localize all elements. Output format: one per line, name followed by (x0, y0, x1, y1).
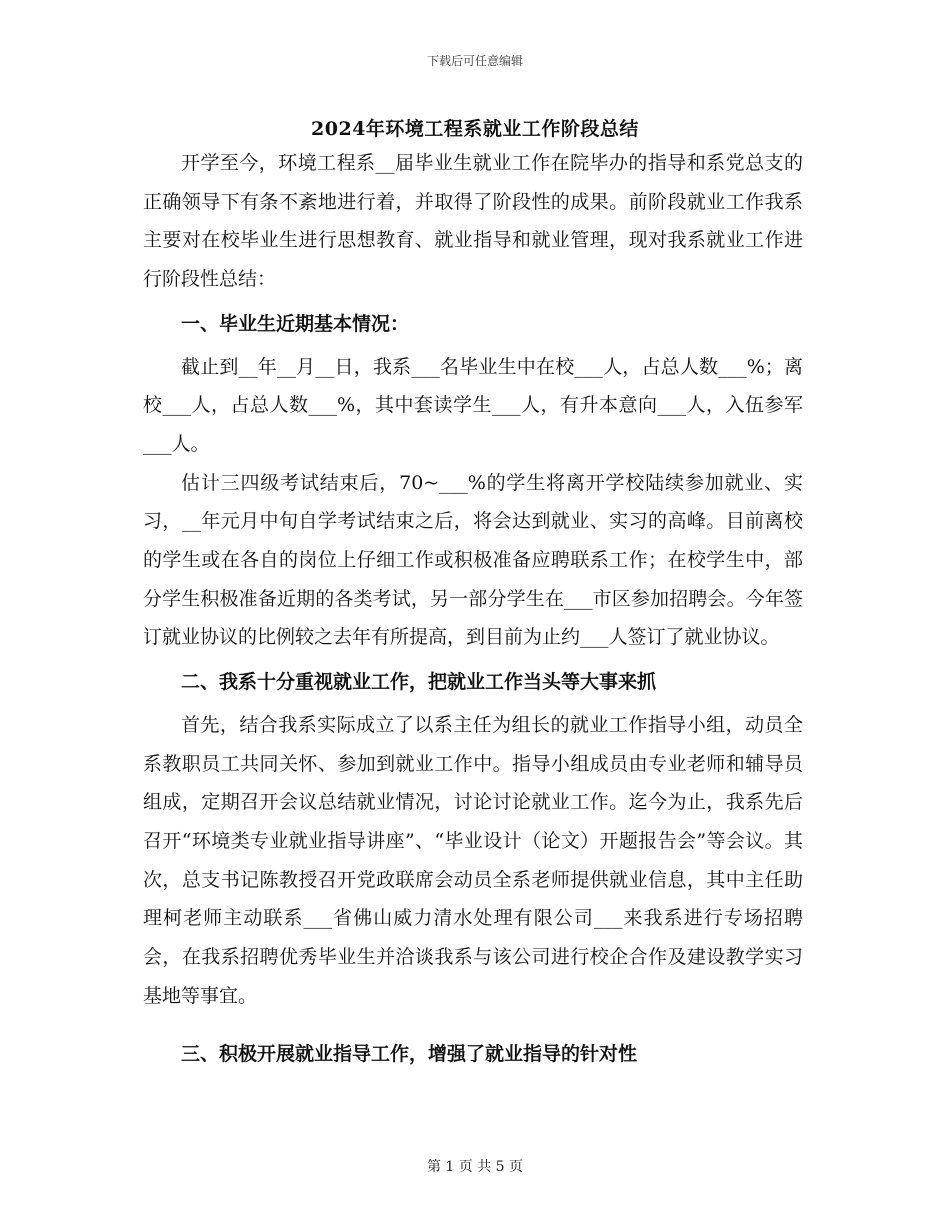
section-3-heading: 三、积极开展就业指导工作，增强了就业指导的针对性 (181, 1043, 638, 1066)
header-note: 下载后可任意编辑 (426, 54, 523, 68)
document-body (143, 144, 803, 1074)
section-1-paragraph-2: 估计三四级考试结束后，70~___%的学生将离开学校陆续参加就业、实习，__年元月中旬自学考试结束之后，将会达到就业、实习的高峰。目前离校的学生或在各自的岗位上仔细工作或积极准备应聘联系工作；在校学生中，部分学生积极准备近期的各类考试，另一部分学生在___市区参加招聘会。今年签订就业协议的比例较之去年有所提高，到目前为止约___人签订了就业协议。 (143, 471, 803, 649)
intro-paragraph: 开学至今，环境工程系__届毕业生就业工作在院毕办的指导和系党总支的正确领导下有条不紊地进行着，并取得了阶段性的成果。前阶段就业工作我系主要对在校毕业生进行思想教育、就业指导和就业管理，现对我系就业工作进行阶段性总结： (143, 152, 803, 291)
document-title: 2024年环境工程系就业工作阶段总结 (311, 118, 639, 140)
section-2-heading: 二、我系十分重视就业工作，把就业工作当头等大事来抓 (181, 671, 657, 694)
section-1-paragraph-1: 截止到__年__月__日，我系___名毕业生中在校___人，占总人数___%；离校___人，占总人数___%，其中套读学生___人，有升本意向___人，入伍参军___人。 (143, 355, 803, 455)
section-2-paragraph-1: 首先，结合我系实际成立了以系主任为组长的就业工作指导小组，动员全系教职员工共同关怀、参加到就业工作中。指导小组成员由专业老师和辅导员组成，定期召开会议总结就业情况，讨论讨论就业工作。迄今为止，我系先后召开“环境类专业就业指导讲座”、“毕业设计（论文）开题报告会”等会议。其次，总支书记陈教授召开党政联席会动员全系老师提供就业信息，其中主任助理柯老师主动联系___省佛山威力清水处理有限公司___来我系进行专场招聘会，在我系招聘优秀毕业生并洽谈我系与该公司进行校企合作及建设教学实习基地等事宜。 (143, 713, 803, 1007)
section-1-heading: 一、毕业生近期基本情况： (181, 312, 410, 335)
page-footer: 第 1 页 共 5 页 (426, 1159, 524, 1175)
